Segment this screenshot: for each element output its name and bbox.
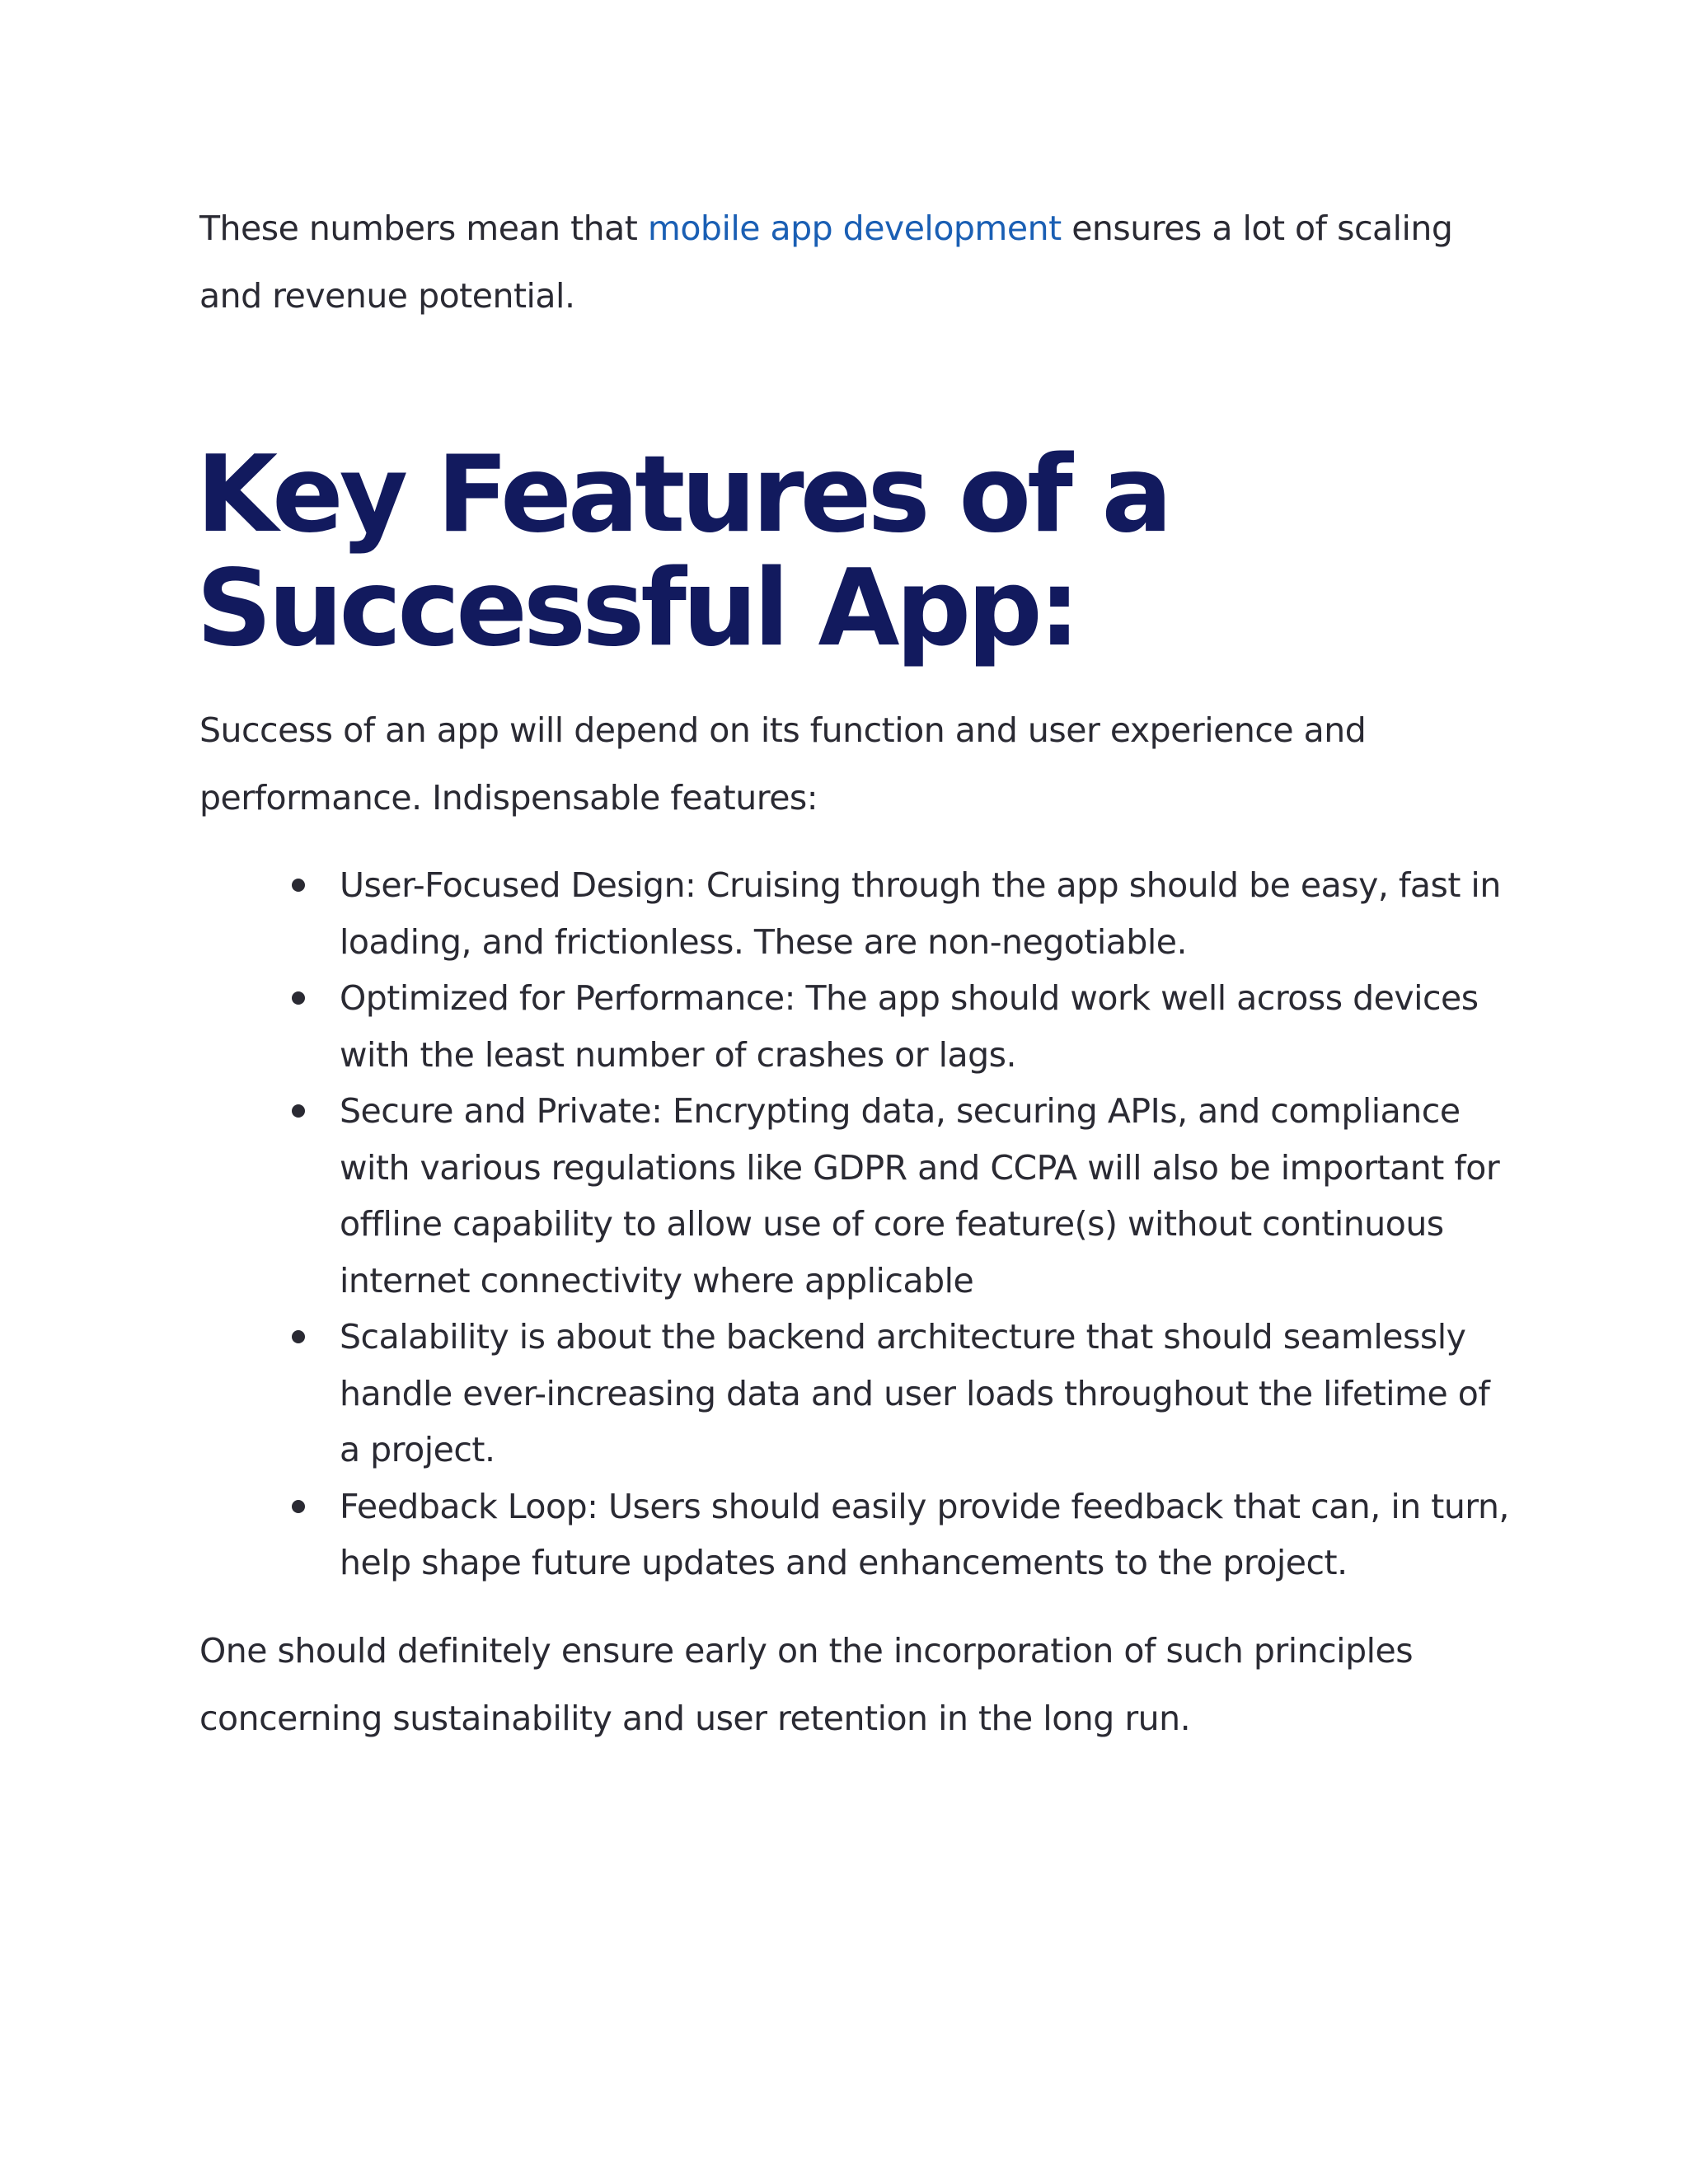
list-item-text: Scalability is about the backend architecture that should seamlessly handle ever-increasing data and user loads throughout the lifetime of a project. bbox=[340, 1317, 1490, 1469]
bullet-icon bbox=[292, 1104, 305, 1118]
section-heading: Key Features of a Successful App: bbox=[196, 434, 1169, 670]
list-item-text: User-Focused Design: Cruising through the app should be easy, fast in loading, and frictionless. These are non-negotiable. bbox=[340, 865, 1501, 962]
mobile-app-development-link[interactable]: mobile app development bbox=[647, 209, 1062, 248]
bullet-icon bbox=[292, 991, 305, 1005]
features-list bbox=[199, 857, 1518, 1591]
bullet-icon bbox=[292, 1500, 305, 1513]
intro-paragraph bbox=[199, 194, 1518, 330]
list-item bbox=[199, 1479, 1518, 1591]
list-item-text: Secure and Private: Encrypting data, securing APIs, and compliance with various regulations like GDPR and CCPA will also be important for offline capability to allow use of core feature(s) without continuous internet connectivity where applicable bbox=[340, 1091, 1500, 1301]
lead-paragraph: Success of an app will depend on its function and user experience and performance. Indispensable features: bbox=[199, 710, 1367, 818]
bullet-icon bbox=[292, 1330, 305, 1343]
list-item bbox=[199, 1309, 1518, 1479]
intro-text-before-link: These numbers mean that bbox=[199, 209, 648, 248]
list-item bbox=[199, 857, 1518, 970]
list-item-text: Optimized for Performance: The app should work well across devices with the least number of crashes or lags. bbox=[340, 978, 1479, 1075]
list-item bbox=[199, 1083, 1518, 1309]
list-item bbox=[199, 970, 1518, 1083]
intro-text-after-link: ensures a lot of scaling and revenue potential. bbox=[199, 209, 1453, 316]
bullet-icon bbox=[292, 879, 305, 892]
list-item-text: Feedback Loop: Users should easily provide feedback that can, in turn, help shape future updates and enhancements to the project. bbox=[340, 1486, 1509, 1582]
closing-paragraph: One should definitely ensure early on the incorporation of such principles concerning sustainability and user retention in the long run. bbox=[199, 1631, 1414, 1738]
